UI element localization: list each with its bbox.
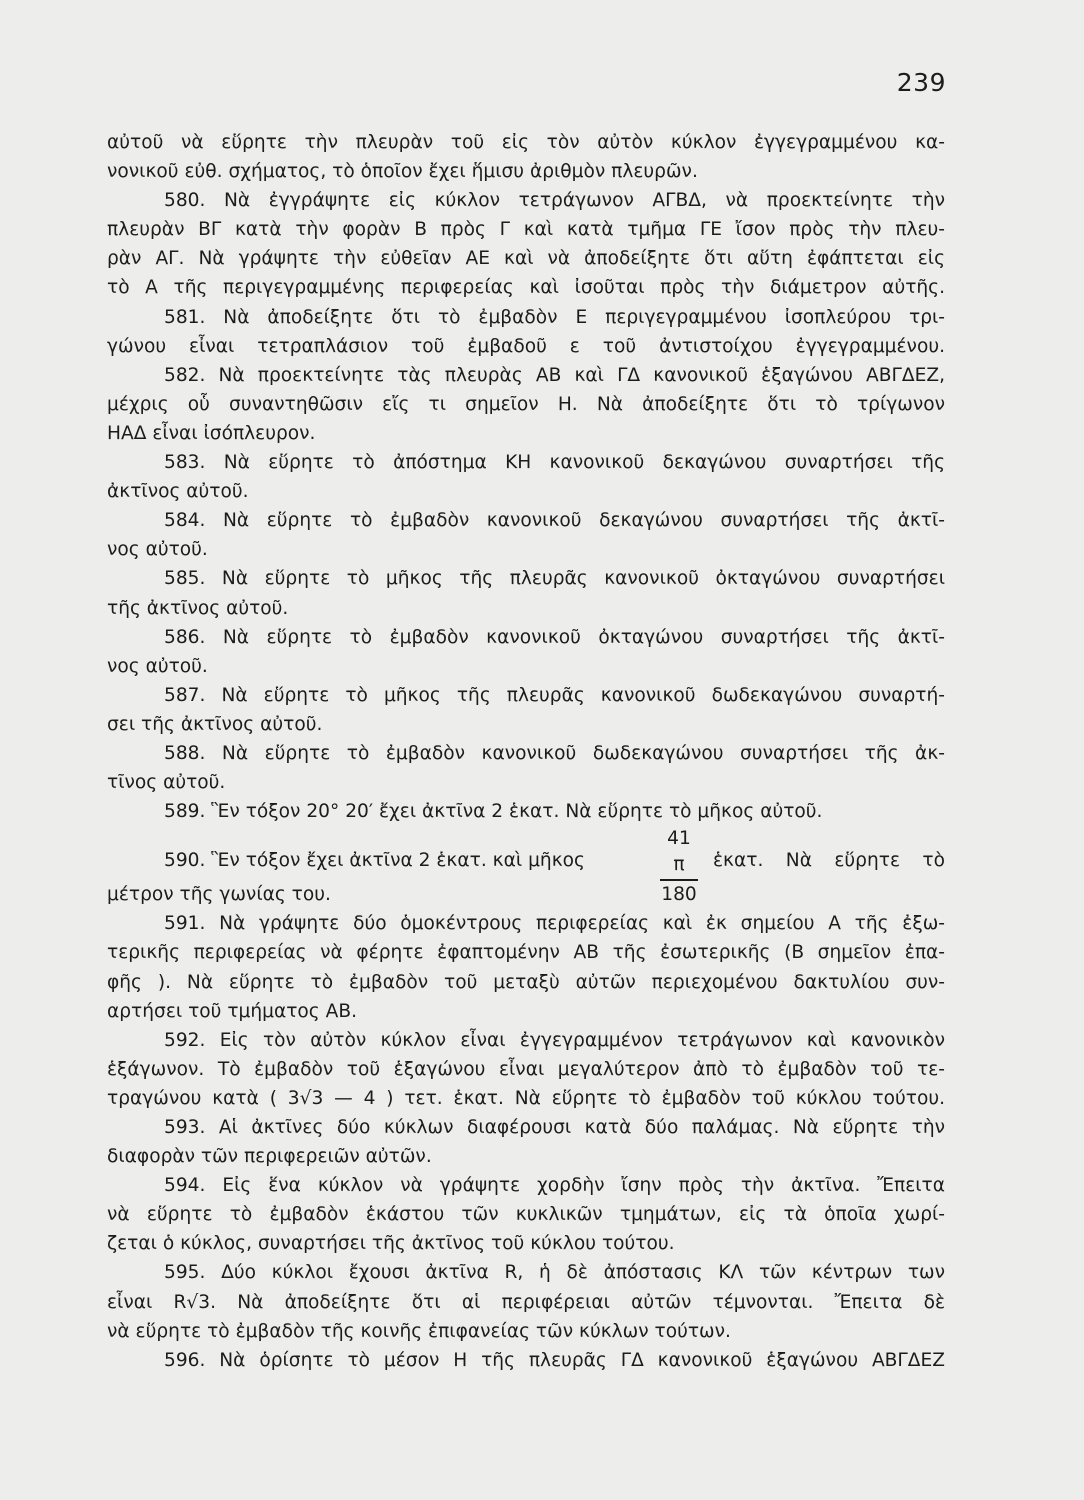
text-line: διαφορὰν τῶν περιφερειῶν αὐτῶν.: [107, 1146, 432, 1168]
exercise-593: 593. Αἱ ἀκτῖνες δύο κύκλων διαφέρουσι κατὰ δύο παλάμας. Νὰ εὕρητε τὴν: [164, 1117, 945, 1138]
text-line: ζεται ὁ κύκλος, συναρτήσει τῆς ἀκτῖνος τοῦ κύκλου τούτου.: [107, 1233, 675, 1255]
text-line: ἀκτῖνος αὐτοῦ.: [107, 481, 249, 503]
fraction-bar: [660, 879, 698, 881]
exercise-587: 587. Νὰ εὕρητε τὸ μῆκος τῆς πλευρᾶς κανονικοῦ δωδεκαγώνου συναρτή-: [164, 684, 945, 706]
text-line: νὰ εὕρητε τὸ ἐμβαδὸν τῆς κοινῆς ἐπιφανείας τῶν κύκλων τούτων.: [107, 1320, 731, 1342]
text-line: ΗΑΔ εἶναι ἰσόπλευρον.: [107, 422, 316, 444]
text-line: μέτρον τῆς γωνίας του.: [107, 884, 331, 906]
exercise-580: 580. Νὰ ἐγγράψητε εἰς κύκλον τετράγωνον ΑΓΒΔ, νὰ προεκτείνητε τὴν: [164, 190, 945, 212]
exercise-594: 594. Εἰς ἕνα κύκλον νὰ γράψητε χορδὴν ἴσην πρὸς τὴν ἀκτῖνα. Ἔπειτα: [164, 1175, 945, 1197]
text-line: ἑξάγωνον. Τὸ ἐμβαδὸν τοῦ ἑξαγώνου εἶναι μεγαλύτερον ἀπὸ τὸ ἐμβαδὸν τοῦ τε-: [107, 1058, 945, 1080]
text-line: γώνου εἶναι τετραπλάσιον τοῦ ἐμβαδοῦ ε τοῦ ἀντιστοίχου ἐγγεγραμμένου.: [107, 335, 945, 357]
text-line: φῆς ). Νὰ εὕρητε τὸ ἐμβαδὸν τοῦ μεταξὺ αὐτῶν περιεχομένου δακτυλίου συν-: [107, 971, 945, 993]
text-line: νονικοῦ εὐθ. σχήματος, τὸ ὁποῖον ἔχει ἥμισυ ἀριθμὸν πλευρῶν.: [107, 161, 698, 183]
exercise-581: 581. Νὰ ἀποδείξητε ὅτι τὸ ἐμβαδὸν Ε περιγεγραμμένου ἰσοπλεύρου τρι-: [164, 306, 945, 328]
text-line: εἶναι R√3. Νὰ ἀποδείξητε ὅτι αἱ περιφέρειαι αὐτῶν τέμνονται. Ἔπειτα δὲ: [107, 1291, 945, 1313]
exercise-590-lead: 590. Ἓν τόξον ἔχει ἀκτῖνα 2 ἑκατ. καὶ μῆκος: [164, 850, 585, 872]
exercise-590-tail: ἑκατ. Νὰ εὕρητε τὸ: [713, 850, 945, 872]
text-line: ρὰν ΑΓ. Νὰ γράψητε τὴν εὐθεῖαν ΑΕ καὶ νὰ ἀποδείξητε ὅτι αὕτη ἐφάπτεται εἰς: [107, 248, 945, 270]
text-line: αρτήσει τοῦ τμήματος ΑΒ.: [107, 1000, 357, 1022]
text-line: νος αὐτοῦ.: [107, 539, 208, 561]
text-line: πλευρὰν ΒΓ κατὰ τὴν φορὰν Β πρὸς Γ καὶ κατὰ τμῆμα ΓΕ ἴσον πρὸς τὴν πλευ-: [107, 219, 945, 241]
page-number: 239: [896, 68, 946, 97]
exercise-595: 595. Δύο κύκλοι ἔχουσι ἀκτῖνα R, ἡ δὲ ἀπόστασις ΚΛ τῶν κέντρων των: [164, 1262, 945, 1284]
fraction: [660, 826, 698, 908]
text-line: νος αὐτοῦ.: [107, 655, 208, 677]
text-line: τῖνος αὐτοῦ.: [107, 772, 226, 794]
exercise-596: 596. Νὰ ὁρίσητε τὸ μέσον Η τῆς πλευρᾶς ΓΔ κανονικοῦ ἑξαγώνου ΑΒΓΔΕΖ: [164, 1349, 945, 1371]
text-line: τὸ Α τῆς περιγεγραμμένης περιφερείας καὶ ἰσοῦται πρὸς τὴν διάμετρον αὐτῆς.: [107, 277, 945, 299]
exercise-592: 592. Εἰς τὸν αὐτὸν κύκλον εἶναι ἐγγεγραμμένον τετράγωνον καὶ κανονικὸν: [164, 1029, 945, 1051]
text-line: σει τῆς ἀκτῖνος αὐτοῦ.: [107, 713, 323, 735]
text-line: μέχρις οὗ συναντηθῶσιν εἴς τι σημεῖον Η. Νὰ ἀποδείξητε ὅτι τὸ τρίγωνον: [107, 393, 945, 415]
exercise-586: 586. Νὰ εὕρητε τὸ ἐμβαδὸν κανονικοῦ ὀκταγώνου συναρτήσει τῆς ἀκτῖ-: [164, 626, 945, 648]
exercise-591: 591. Νὰ γράψητε δύο ὁμοκέντρους περιφερείας καὶ ἐκ σημείου Α τῆς ἐξω-: [164, 913, 945, 935]
text-line: τραγώνου κατὰ ( 3√3 — 4 ) τετ. ἑκατ. Νὰ εὕρητε τὸ ἐμβαδὸν τοῦ κύκλου τούτου.: [107, 1087, 945, 1109]
text-line: αὐτοῦ νὰ εὕρητε τὴν πλευρὰν τοῦ εἰς τὸν αὐτὸν κύκλον ἐγγεγραμμένου κα-: [107, 132, 945, 153]
exercise-583: 583. Νὰ εὕρητε τὸ ἀπόστημα ΚΗ κανονικοῦ δεκαγώνου συναρτήσει τῆς: [164, 452, 945, 474]
exercise-584: 584. Νὰ εὕρητε τὸ ἐμβαδὸν κανονικοῦ δεκαγώνου συναρτήσει τῆς ἀκτῖ-: [164, 510, 945, 532]
text-line: τῆς ἀκτῖνος αὐτοῦ.: [107, 597, 289, 619]
exercise-588: 588. Νὰ εὕρητε τὸ ἐμβαδὸν κανονικοῦ δωδεκαγώνου συναρτήσει τῆς ἀκ-: [164, 742, 945, 764]
text-line: τερικῆς περιφερείας νὰ φέρητε ἐφαπτομένην ΑΒ τῆς ἐσωτερικῆς (Β σημεῖον ἐπα-: [107, 942, 945, 964]
text-line: νὰ εὕρητε τὸ ἐμβαδὸν ἑκάστου τῶν κυκλικῶν τμημάτων, εἰς τὰ ὁποῖα χωρί-: [107, 1204, 945, 1226]
exercise-582: 582. Νὰ προεκτείνητε τὰς πλευρὰς ΑΒ καὶ ΓΔ κανονικοῦ ἑξαγώνου ΑΒΓΔΕΖ,: [164, 364, 945, 386]
exercise-585: 585. Νὰ εὕρητε τὸ μῆκος τῆς πλευρᾶς κανονικοῦ ὀκταγώνου συναρτήσει: [164, 568, 945, 590]
fraction-denominator: 180: [661, 883, 697, 905]
fraction-numerator: 41 π: [667, 828, 691, 876]
exercise-589: 589. Ἓν τόξον 20° 20′ ἔχει ἀκτῖνα 2 ἑκατ. Νὰ εὕρητε τὸ μῆκος αὐτοῦ.: [164, 801, 823, 823]
exercise-text: [107, 128, 945, 1375]
